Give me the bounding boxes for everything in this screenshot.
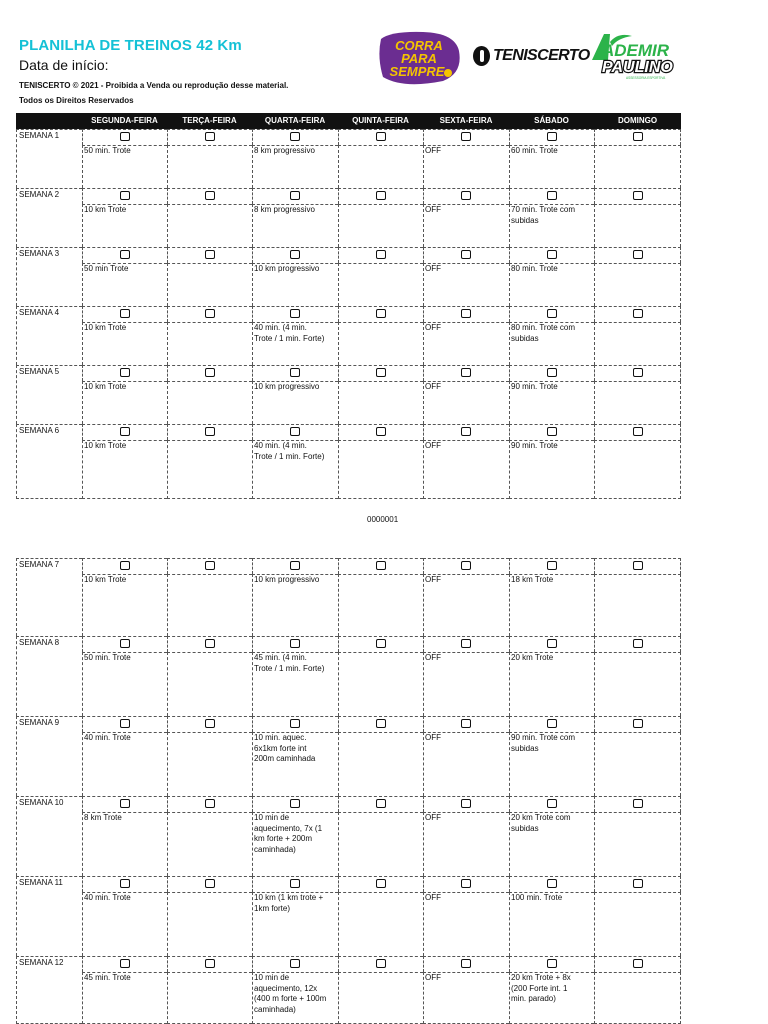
workout-cell [338, 812, 423, 876]
week-label: SEMANA 4 [19, 308, 60, 317]
done-checkbox[interactable] [120, 191, 130, 200]
workout-cell [338, 263, 423, 306]
done-checkbox[interactable] [290, 719, 300, 728]
done-checkbox[interactable] [461, 132, 471, 141]
done-checkbox[interactable] [547, 250, 557, 259]
workout-text: OFF [425, 733, 441, 742]
workout-text: 80 min. Trote com subidas [511, 323, 576, 343]
workout-cell [167, 732, 252, 796]
done-checkbox[interactable] [120, 959, 130, 968]
workout-text: 10 km progressivo [254, 575, 320, 584]
done-checkbox[interactable] [376, 561, 386, 570]
workout-cell [338, 892, 423, 956]
workout-cell [167, 322, 252, 365]
start-date-label: Data de início: [19, 57, 109, 73]
done-checkbox[interactable] [461, 639, 471, 648]
done-checkbox[interactable] [633, 639, 643, 648]
done-checkbox[interactable] [205, 561, 215, 570]
workout-cell [594, 440, 681, 499]
done-checkbox[interactable] [205, 309, 215, 318]
workout-cell [167, 892, 252, 956]
workout-text: 40 min. (4 min. Trote / 1 min. Forte) [254, 323, 325, 343]
week-label: SEMANA 9 [19, 718, 60, 727]
workout-text: OFF [425, 205, 441, 214]
done-checkbox[interactable] [120, 719, 130, 728]
workout-text: 10 min de aquecimento, 12x (400 m forte + 100m caminhada) [254, 973, 327, 1014]
week-label: SEMANA 8 [19, 638, 60, 647]
table-header [16, 113, 681, 129]
done-checkbox[interactable] [376, 250, 386, 259]
workout-text: 40 min. Trote [84, 893, 131, 902]
workout-text: 90 min. Trote com subidas [511, 733, 576, 753]
done-checkbox[interactable] [205, 959, 215, 968]
svg-text:ASSESSORIA ESPORTIVA: ASSESSORIA ESPORTIVA [626, 76, 666, 80]
workout-text: OFF [425, 575, 441, 584]
workout-text: OFF [425, 653, 441, 662]
done-checkbox[interactable] [376, 719, 386, 728]
workout-cell [338, 574, 423, 636]
done-checkbox[interactable] [376, 132, 386, 141]
ademir-paulino-logo [588, 30, 678, 82]
done-checkbox[interactable] [120, 561, 130, 570]
done-checkbox[interactable] [547, 309, 557, 318]
done-checkbox[interactable] [376, 427, 386, 436]
workout-text: 18 km Trote [511, 575, 554, 584]
done-checkbox[interactable] [547, 191, 557, 200]
done-checkbox[interactable] [461, 959, 471, 968]
svg-text:CORRA: CORRA [395, 38, 443, 53]
week-label-cell [16, 636, 82, 716]
workout-text: 45 min. Trote [84, 973, 131, 982]
week-label-cell [16, 796, 82, 876]
done-checkbox[interactable] [120, 132, 130, 141]
done-checkbox[interactable] [290, 427, 300, 436]
done-checkbox[interactable] [290, 799, 300, 808]
done-checkbox[interactable] [205, 427, 215, 436]
column-header: SEGUNDA-FEIRA [91, 116, 158, 125]
done-checkbox[interactable] [205, 368, 215, 377]
week-label: SEMANA 11 [19, 878, 63, 887]
done-checkbox[interactable] [205, 250, 215, 259]
week-label: SEMANA 7 [19, 560, 60, 569]
done-checkbox[interactable] [376, 368, 386, 377]
workout-cell [594, 322, 681, 365]
workout-cell [338, 972, 423, 1024]
workout-text: 100 min. Trote [511, 893, 563, 902]
workout-cell [594, 263, 681, 306]
done-checkbox[interactable] [547, 799, 557, 808]
workout-text: 80 min. Trote [511, 264, 558, 273]
done-checkbox[interactable] [290, 561, 300, 570]
done-checkbox[interactable] [547, 719, 557, 728]
done-checkbox[interactable] [461, 309, 471, 318]
week-label-cell [16, 876, 82, 956]
workout-cell [338, 381, 423, 424]
workout-cell [338, 652, 423, 716]
workout-cell [338, 732, 423, 796]
week-label-cell [16, 424, 82, 499]
workout-cell [594, 204, 681, 247]
workout-cell [594, 812, 681, 876]
week-label-cell [16, 558, 82, 636]
done-checkbox[interactable] [547, 132, 557, 141]
workout-text: 20 km Trote + 8x (200 Forte int. 1 min. parado) [511, 973, 571, 1003]
workout-text: 10 min de aquecimento, 7x (1 km forte + 200m caminhada) [254, 813, 323, 854]
done-checkbox[interactable] [461, 799, 471, 808]
workout-text: 45 min. (4 min. Trote / 1 min. Forte) [254, 653, 325, 673]
page-title: PLANILHA DE TREINOS 42 Km [19, 37, 242, 54]
done-checkbox[interactable] [461, 719, 471, 728]
workout-text: 10 min. aquec. 6x1km forte int 200m caminhada [254, 733, 316, 763]
done-checkbox[interactable] [376, 879, 386, 888]
workout-text: 40 min. (4 min. Trote / 1 min. Forte) [254, 441, 325, 461]
done-checkbox[interactable] [547, 427, 557, 436]
done-checkbox[interactable] [633, 191, 643, 200]
week-label-cell [16, 716, 82, 796]
done-checkbox[interactable] [205, 132, 215, 141]
done-checkbox[interactable] [547, 879, 557, 888]
week-label: SEMANA 1 [19, 131, 60, 140]
column-header: SÁBADO [534, 116, 569, 125]
done-checkbox[interactable] [205, 639, 215, 648]
workout-text: 10 km progressivo [254, 264, 320, 273]
done-checkbox[interactable] [547, 368, 557, 377]
done-checkbox[interactable] [205, 799, 215, 808]
teniscerto-logo [473, 45, 590, 67]
workout-text: 90 min. Trote [511, 441, 558, 450]
workout-text: 60 min. Trote [511, 146, 558, 155]
done-checkbox[interactable] [633, 309, 643, 318]
workout-text: OFF [425, 323, 441, 332]
workout-text: OFF [425, 264, 441, 273]
done-checkbox[interactable] [120, 368, 130, 377]
workout-cell [167, 812, 252, 876]
workout-text: 40 min. Trote [84, 733, 131, 742]
week-label: SEMANA 3 [19, 249, 60, 258]
workout-text: 70 min. Trote com subidas [511, 205, 576, 225]
workout-text: 8 km progressivo [254, 146, 315, 155]
workout-text: 10 km Trote [84, 441, 127, 450]
done-checkbox[interactable] [205, 191, 215, 200]
done-checkbox[interactable] [290, 132, 300, 141]
done-checkbox[interactable] [633, 719, 643, 728]
done-checkbox[interactable] [633, 799, 643, 808]
done-checkbox[interactable] [461, 561, 471, 570]
workout-cell [338, 322, 423, 365]
done-checkbox[interactable] [290, 250, 300, 259]
workout-cell [594, 145, 681, 188]
workout-text: 20 km Trote [511, 653, 554, 662]
workout-text: 50 min. Trote [84, 146, 131, 155]
workout-text: 50 min. Trote [84, 653, 131, 662]
workout-text: OFF [425, 973, 441, 982]
workout-cell [167, 972, 252, 1024]
column-header: SEXTA-FEIRA [439, 116, 493, 125]
done-checkbox[interactable] [376, 639, 386, 648]
workout-cell [338, 204, 423, 247]
done-checkbox[interactable] [461, 250, 471, 259]
column-header: QUINTA-FEIRA [352, 116, 409, 125]
done-checkbox[interactable] [633, 879, 643, 888]
workout-text: 50 min Trote [84, 264, 129, 273]
workout-cell [167, 263, 252, 306]
workout-text: OFF [425, 893, 441, 902]
workout-text: OFF [425, 382, 441, 391]
workout-text: 10 km Trote [84, 382, 127, 391]
teniscerto-badge-icon [473, 46, 490, 66]
workout-cell [338, 440, 423, 499]
week-label: SEMANA 10 [19, 798, 64, 807]
done-checkbox[interactable] [290, 879, 300, 888]
workout-cell [594, 652, 681, 716]
workout-cell [167, 145, 252, 188]
page-number: 0000001 [367, 515, 399, 524]
workout-cell [594, 892, 681, 956]
done-checkbox[interactable] [547, 561, 557, 570]
column-header: DOMINGO [617, 116, 658, 125]
done-checkbox[interactable] [633, 561, 643, 570]
svg-text:ADEMIR: ADEMIR [602, 41, 670, 60]
done-checkbox[interactable] [205, 879, 215, 888]
week-label: SEMANA 2 [19, 190, 60, 199]
workout-text: 8 km Trote [84, 813, 122, 822]
done-checkbox[interactable] [120, 879, 130, 888]
svg-text:SEMPRE: SEMPRE [389, 64, 445, 79]
done-checkbox[interactable] [633, 959, 643, 968]
workout-text: 20 km Trote com subidas [511, 813, 571, 833]
workout-text: 10 km Trote [84, 575, 127, 584]
week-label: SEMANA 12 [19, 958, 64, 967]
workout-cell [594, 381, 681, 424]
corra-para-sempre-logo [373, 29, 463, 87]
done-checkbox[interactable] [547, 959, 557, 968]
workout-text: OFF [425, 146, 441, 155]
done-checkbox[interactable] [461, 191, 471, 200]
done-checkbox[interactable] [633, 132, 643, 141]
teniscerto-wordmark: TENISCERTO [493, 47, 590, 64]
done-checkbox[interactable] [461, 879, 471, 888]
workout-cell [594, 732, 681, 796]
workout-cell [167, 440, 252, 499]
done-checkbox[interactable] [205, 719, 215, 728]
workout-text: 10 km Trote [84, 323, 127, 332]
workout-text: 10 km Trote [84, 205, 127, 214]
workout-text: 10 km progressivo [254, 382, 320, 391]
workout-text: OFF [425, 441, 441, 450]
done-checkbox[interactable] [120, 309, 130, 318]
workout-cell [594, 972, 681, 1024]
rights-notice: Todos os Direitos Reservados [19, 96, 134, 105]
workout-cell [167, 574, 252, 636]
done-checkbox[interactable] [376, 309, 386, 318]
workout-cell [594, 574, 681, 636]
done-checkbox[interactable] [633, 427, 643, 436]
done-checkbox[interactable] [120, 427, 130, 436]
svg-text:PAULINO: PAULINO [602, 59, 673, 76]
week-label: SEMANA 5 [19, 367, 60, 376]
copyright-notice: TENISCERTO © 2021 - Proibida a Venda ou reprodução desse material. [19, 81, 289, 90]
workout-cell [338, 145, 423, 188]
done-checkbox[interactable] [290, 191, 300, 200]
column-header: QUARTA-FEIRA [264, 116, 326, 125]
workout-text: 10 km (1 km trote + 1km forte) [254, 893, 324, 913]
workout-text: 8 km progressivo [254, 205, 315, 214]
done-checkbox[interactable] [120, 250, 130, 259]
done-checkbox[interactable] [376, 799, 386, 808]
workout-cell [167, 652, 252, 716]
done-checkbox[interactable] [290, 368, 300, 377]
done-checkbox[interactable] [547, 639, 557, 648]
done-checkbox[interactable] [633, 368, 643, 377]
done-checkbox[interactable] [290, 959, 300, 968]
workout-text: 90 min. Trote [511, 382, 558, 391]
workout-cell [167, 381, 252, 424]
done-checkbox[interactable] [376, 191, 386, 200]
week-label: SEMANA 6 [19, 426, 60, 435]
done-checkbox[interactable] [461, 427, 471, 436]
workout-text: OFF [425, 813, 441, 822]
done-checkbox[interactable] [461, 368, 471, 377]
done-checkbox[interactable] [290, 309, 300, 318]
done-checkbox[interactable] [376, 959, 386, 968]
column-header: TERÇA-FEIRA [182, 116, 237, 125]
done-checkbox[interactable] [290, 639, 300, 648]
done-checkbox[interactable] [120, 639, 130, 648]
done-checkbox[interactable] [120, 799, 130, 808]
workout-cell [167, 204, 252, 247]
svg-text:PARA: PARA [401, 51, 437, 66]
done-checkbox[interactable] [633, 250, 643, 259]
